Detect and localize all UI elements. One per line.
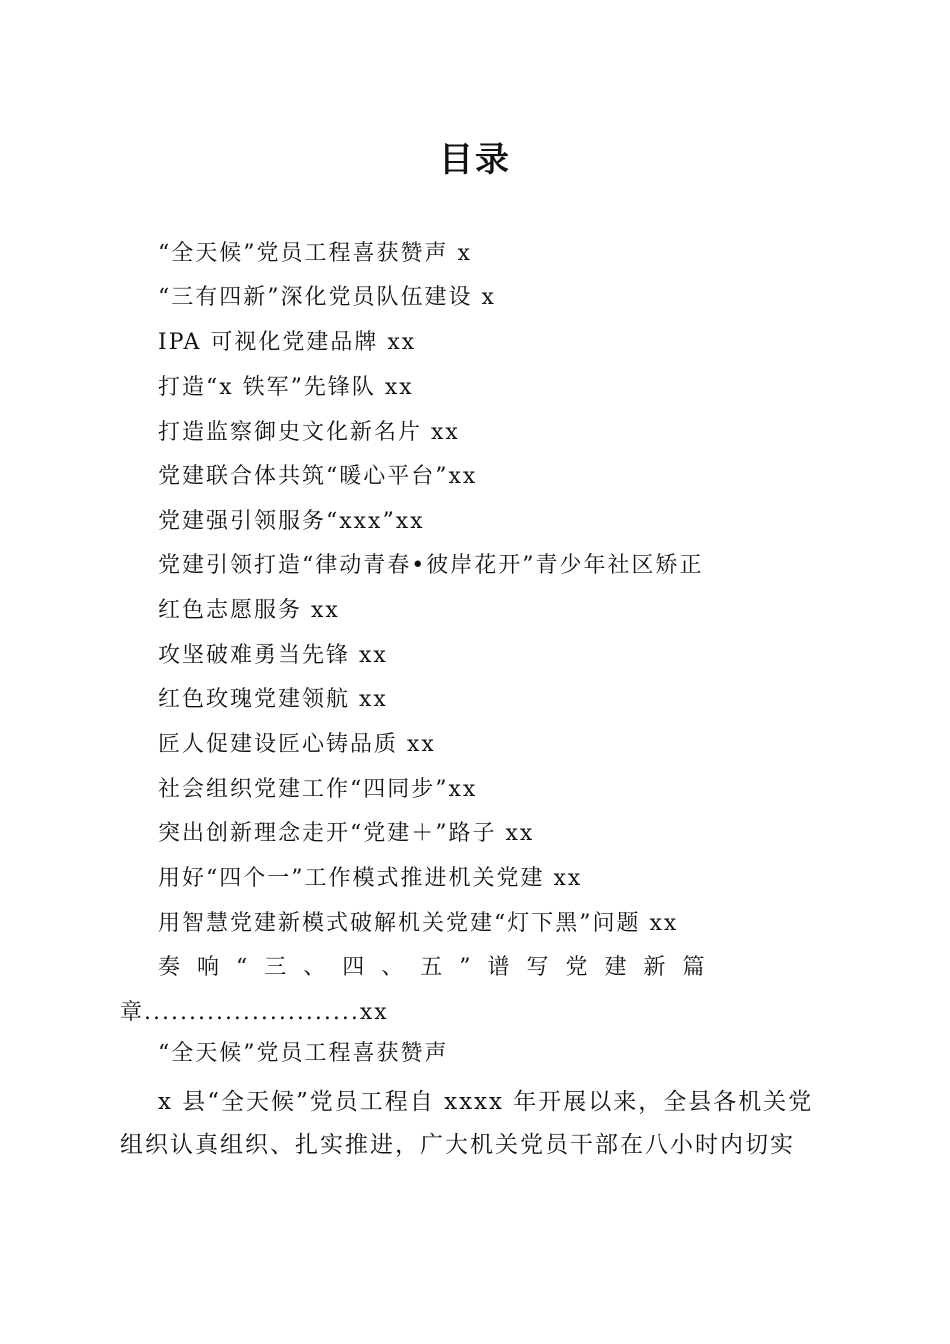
toc-item[interactable]: 党建联合体共筑“暖心平台”xx	[158, 464, 478, 489]
toc-item[interactable]: 用智慧党建新模式破解机关党建“灯下黑”问题 xx	[158, 911, 679, 936]
toc-item[interactable]: 打造监察御史文化新名片 xx	[158, 420, 460, 445]
page-title: 目录	[439, 140, 511, 180]
body-paragraph-line: x 县“全天候”党员工程自 xxxx 年开展以来，全县各机关党	[158, 1089, 814, 1115]
toc-item[interactable]: 用好“四个一”工作模式推进机关党建 xx	[158, 866, 583, 891]
toc-item[interactable]: 党建引领打造“律动青春•彼岸花开”青少年社区矫正	[158, 553, 704, 578]
toc-item-last-continuation[interactable]: 章........................xx	[120, 1000, 389, 1025]
toc-item[interactable]: 突出创新理念走开“党建＋”路子 xx	[158, 821, 535, 846]
toc-item[interactable]: IPA 可视化党建品牌 xx	[158, 330, 417, 355]
toc-item[interactable]: “全天候”党员工程喜获赞声 x	[158, 241, 472, 266]
body-paragraph-line: 组织认真组织、扎实推进，广大机关党员干部在八小时内切实	[120, 1132, 795, 1158]
toc-item-last[interactable]: 奏响“三、四、五”谱写党建新篇	[158, 955, 722, 980]
toc-item[interactable]: 打造“x 铁军”先锋队 xx	[158, 375, 414, 400]
toc-item[interactable]: 红色志愿服务 xx	[158, 598, 340, 623]
toc-item[interactable]: 红色玫瑰党建领航 xx	[158, 687, 388, 712]
section-heading: “全天候”党员工程喜获赞声	[158, 1041, 449, 1066]
toc-item[interactable]: 社会组织党建工作“四同步”xx	[158, 777, 478, 802]
toc-item[interactable]: “三有四新”深化党员队伍建设 x	[158, 285, 496, 310]
toc-item[interactable]: 党建强引领服务“xxx”xx	[158, 509, 425, 534]
toc-item[interactable]: 攻坚破难勇当先锋 xx	[158, 643, 388, 668]
toc-item[interactable]: 匠人促建设匠心铸品质 xx	[158, 732, 436, 757]
